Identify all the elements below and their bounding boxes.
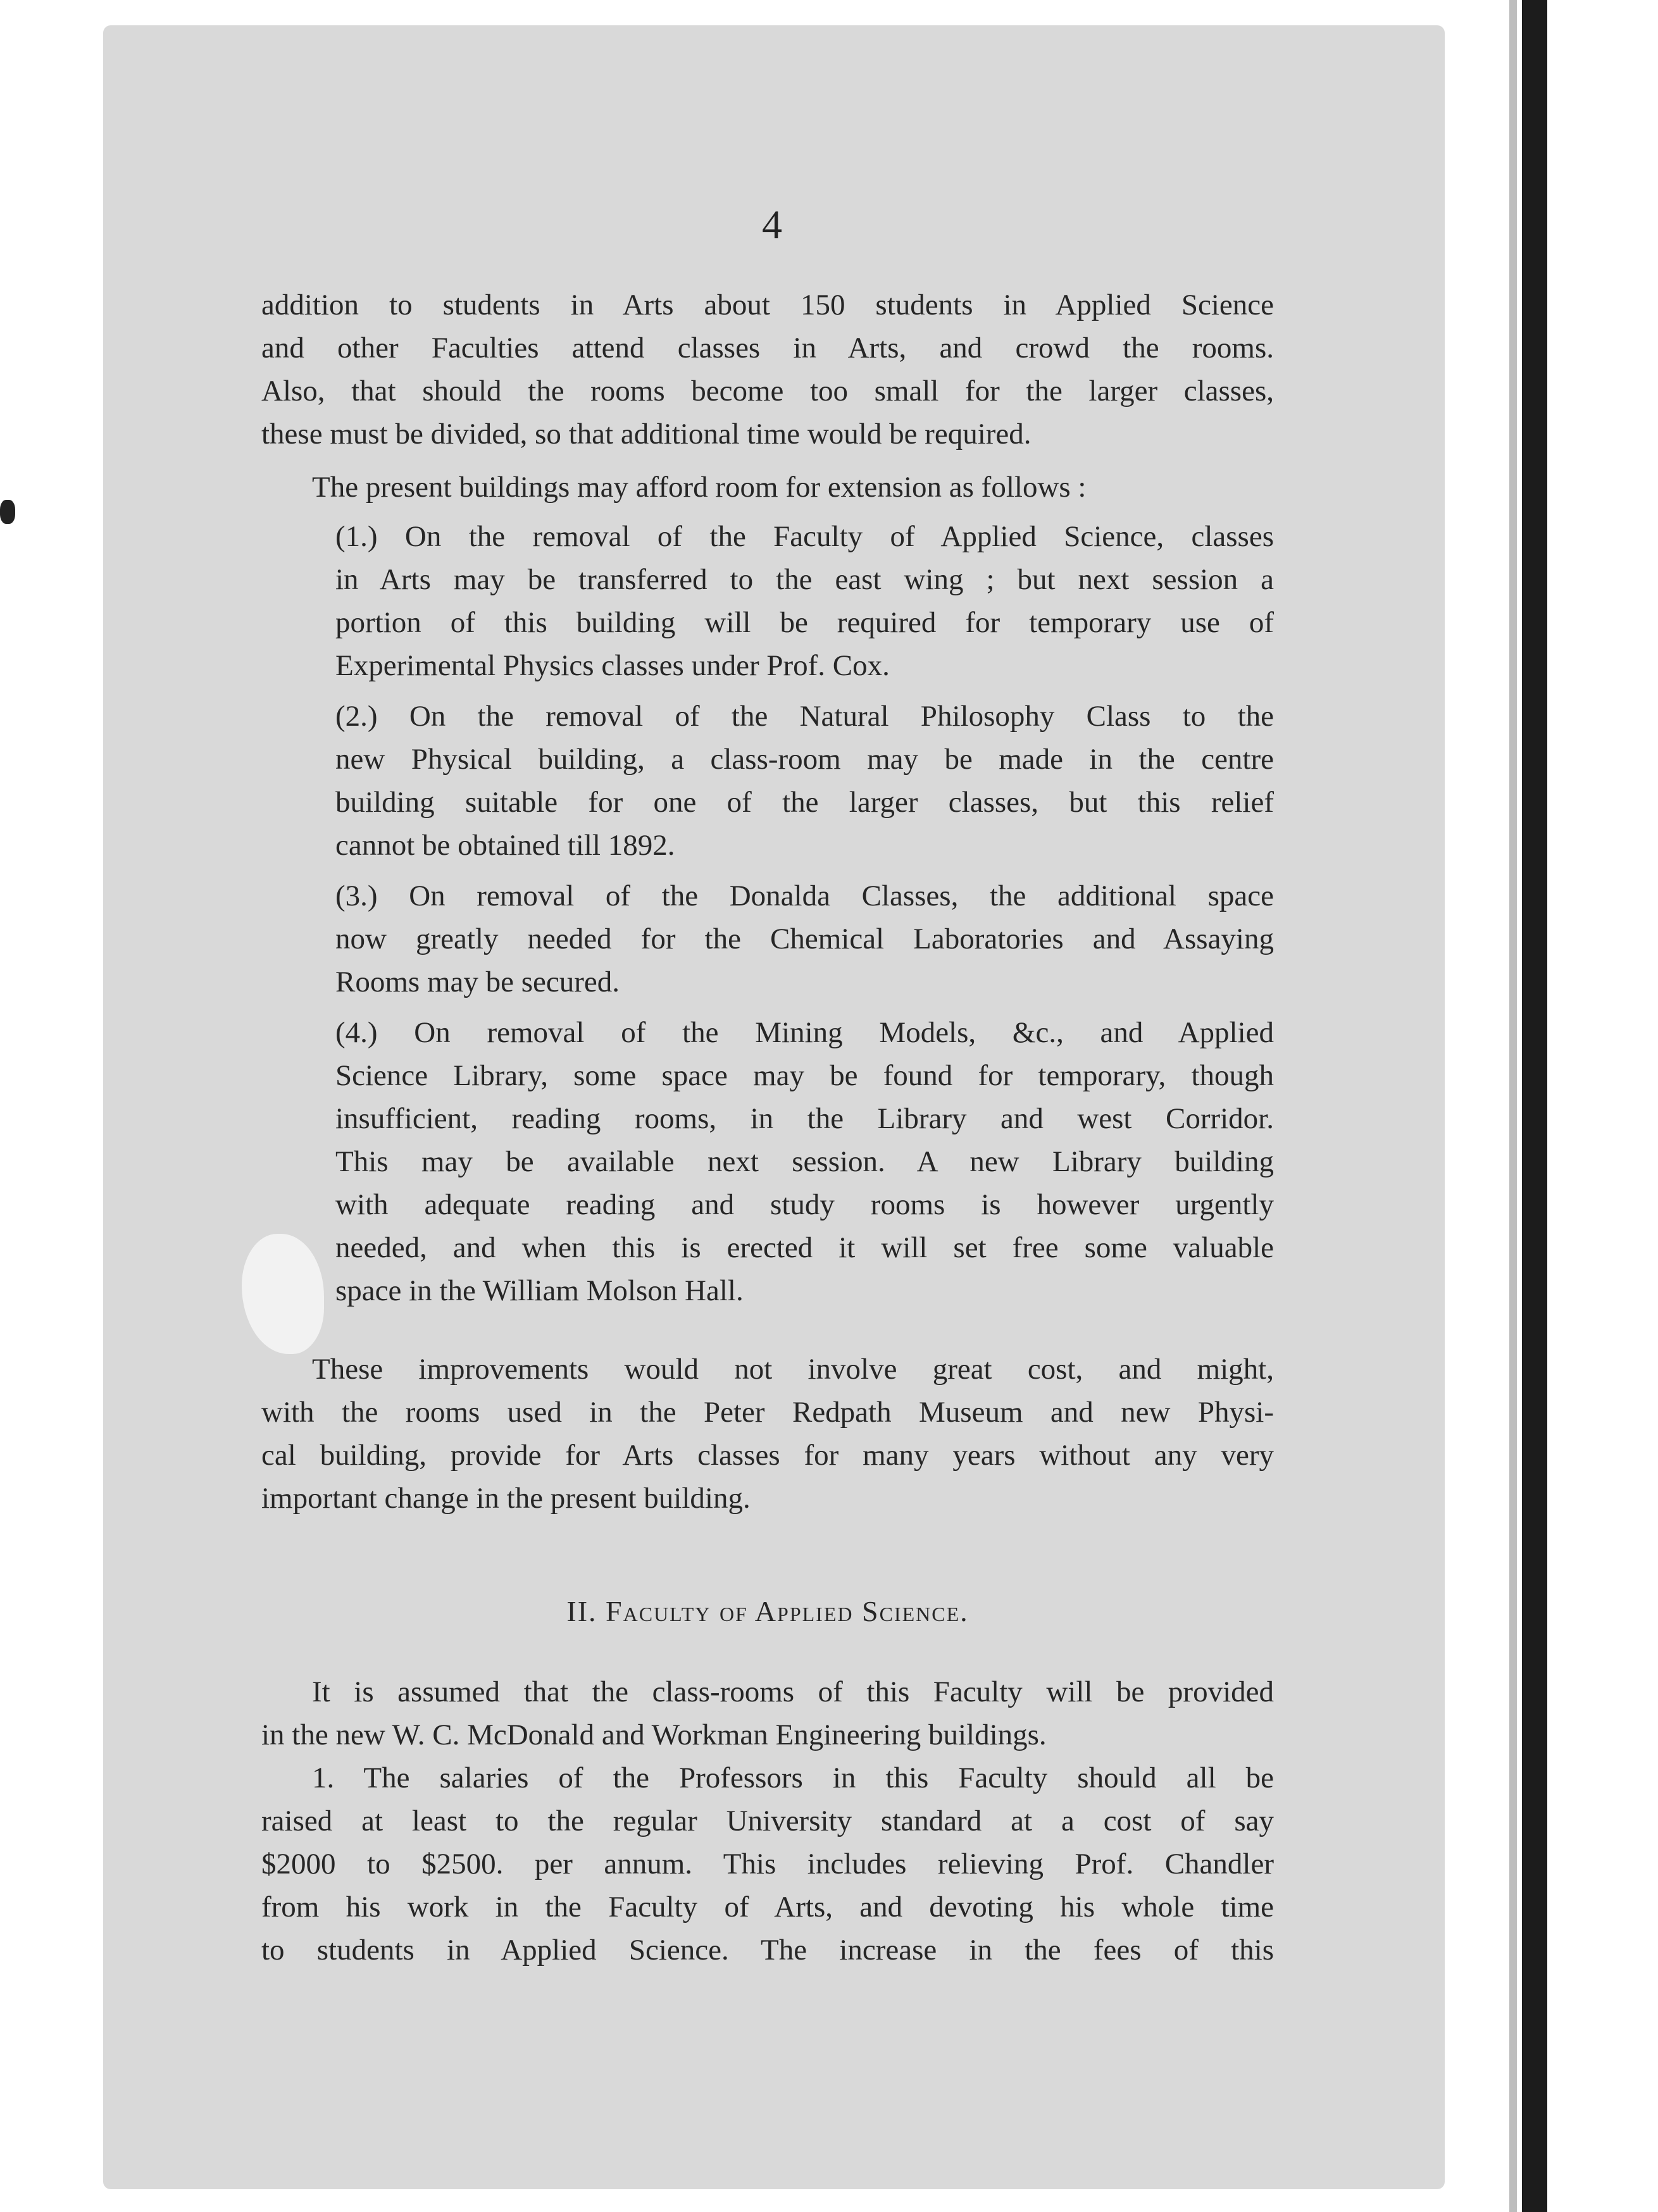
text-line: now greatly needed for the Chemical Laboratories and Assaying <box>335 923 1274 955</box>
next-page-edge <box>1509 0 1517 2212</box>
text-line: (4.) On removal of the Mining Models, &c., and Applied <box>335 1016 1274 1049</box>
text-line: in the new W. C. McDonald and Workman Engineering buildings. <box>261 1718 1047 1751</box>
text-line: in Arts may be transferred to the east wing ; but next session a <box>335 563 1274 596</box>
text-line: addition to students in Arts about 150 students in Applied Science <box>261 289 1274 321</box>
paragraph-4 <box>261 1670 1274 1756</box>
section-heading: II. Faculty of Applied Science. <box>566 1595 969 1627</box>
list-item-3 <box>335 874 1274 1003</box>
text-line: with adequate reading and study rooms is however urgently <box>335 1188 1274 1221</box>
list-item-4 <box>335 1011 1274 1312</box>
text-line: these must be divided, so that additional time would be required. <box>261 418 1032 450</box>
text-line: insufficient, reading rooms, in the Library and west Corridor. <box>335 1102 1274 1135</box>
text-line: Rooms may be secured. <box>335 966 620 998</box>
binding-shadow <box>1522 0 1547 2212</box>
text-line: with the rooms used in the Peter Redpath Museum and new Physi- <box>261 1396 1274 1429</box>
text-line: cal building, provide for Arts classes for many years without any very <box>261 1439 1274 1472</box>
text-line: from his work in the Faculty of Arts, and devoting his whole time <box>261 1891 1274 1923</box>
text-line: (1.) On the removal of the Faculty of Applied Science, classes <box>335 520 1274 553</box>
paragraph-2 <box>261 466 1274 509</box>
text-line: (2.) On the removal of the Natural Philosophy Class to the <box>335 700 1274 733</box>
text-line: and other Faculties attend classes in Arts, and crowd the rooms. <box>261 332 1274 364</box>
paragraph-3 <box>261 1348 1274 1520</box>
text-line: to students in Applied Science. The increase in the fees of this <box>261 1934 1274 1967</box>
scan-speck <box>0 500 15 524</box>
text-line: The present buildings may afford room for extension as follows : <box>312 471 1087 504</box>
text-line: Also, that should the rooms become too small for the larger classes, <box>261 375 1274 407</box>
text-line: cannot be obtained till 1892. <box>335 829 675 862</box>
paragraph-5 <box>261 1756 1274 1972</box>
text-line: It is assumed that the class-rooms of this Faculty will be provided <box>312 1675 1274 1708</box>
text-line: space in the William Molson Hall. <box>335 1274 744 1307</box>
text-line: building suitable for one of the larger classes, but this relief <box>335 786 1274 819</box>
text-line: Science Library, some space may be found for temporary, though <box>335 1059 1274 1092</box>
text-line: This may be available next session. A new Library building <box>335 1145 1274 1178</box>
list-item-1 <box>335 515 1274 687</box>
page-number: 4 <box>762 202 782 247</box>
text-line: needed, and when this is erected it will set free some valuable <box>335 1231 1274 1264</box>
text-line: These improvements would not involve great cost, and might, <box>312 1353 1274 1386</box>
text-line: Experimental Physics classes under Prof. Cox. <box>335 649 890 682</box>
list-item-2 <box>335 695 1274 867</box>
text-line: important change in the present building. <box>261 1482 751 1515</box>
text-line: portion of this building will be required for temporary use of <box>335 606 1274 639</box>
text-line: (3.) On removal of the Donalda Classes, the additional space <box>335 879 1274 912</box>
text-line: raised at least to the regular University standard at a cost of say <box>261 1805 1274 1837</box>
text-line: new Physical building, a class-room may be made in the centre <box>335 743 1274 776</box>
text-line: $2000 to $2500. per annum. This includes relieving Prof. Chandler <box>261 1848 1274 1880</box>
text-line: 1. The salaries of the Professors in this Faculty should all be <box>312 1762 1274 1794</box>
paragraph-1 <box>261 283 1274 456</box>
